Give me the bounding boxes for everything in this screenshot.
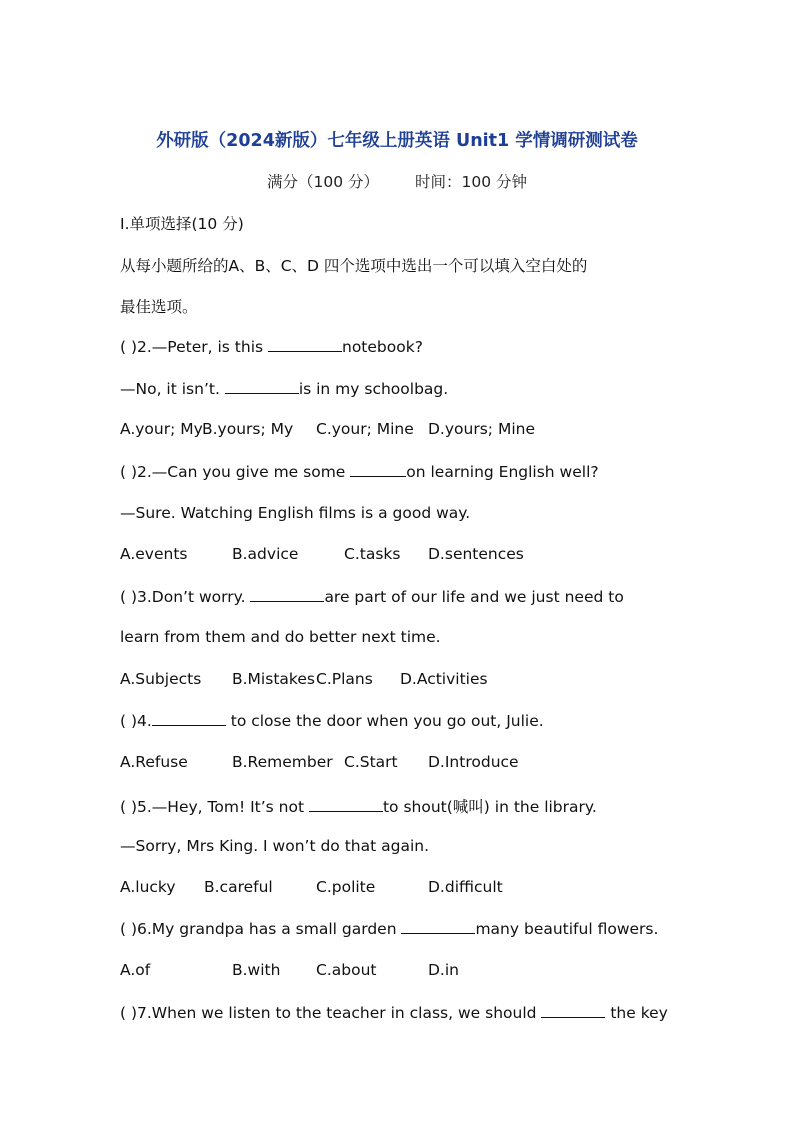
option-c: C.polite [316, 878, 376, 896]
answer-blank [401, 919, 475, 934]
answer-blank [309, 797, 383, 812]
question-reply: —Sorry, Mrs King. I won’t do that again. [120, 837, 430, 855]
question-stem: ( )4. to close the door when you go out, Julie. [120, 712, 544, 730]
question-stem: ( )6.My grandpa has a small garden many beautiful flowers. [120, 920, 659, 938]
question-stem: ( )2.—Peter, is this notebook? [120, 338, 423, 356]
question-reply: —No, it isn’t. is in my schoolbag. [120, 380, 449, 398]
exam-title: 外研版（2024新版）七年级上册英语 Unit1 学情调研测试卷 [156, 131, 638, 151]
answer-blank [268, 337, 342, 352]
option-b: B.Mistakes [232, 670, 315, 688]
question-stem: ( )7.When we listen to the teacher in class, we should the key [120, 1004, 668, 1022]
option-a: A.Subjects [120, 670, 202, 688]
option-a: A.events [120, 545, 188, 563]
full-score: 满分（100 分） [266, 173, 379, 191]
option-d: D.yours; Mine [428, 420, 535, 438]
question-stem: ( )3.Don’t worry. are part of our life and we just need to [120, 588, 624, 606]
answer-blank [250, 587, 324, 602]
option-c: C.your; Mine [316, 420, 414, 438]
answer-blank [152, 711, 226, 726]
option-a: A.Refuse [120, 753, 188, 771]
section-instruction: 从每小题所给的A、B、C、D 四个选项中选出一个可以填入空白处的 [120, 257, 588, 275]
option-d: D.Introduce [428, 753, 519, 771]
section-heading: Ⅰ.单项选择(10 分) [120, 215, 244, 233]
option-a: A.lucky [120, 878, 176, 896]
answer-blank [225, 379, 299, 394]
option-b: B.Remember [232, 753, 333, 771]
option-c: C.about [316, 961, 377, 979]
option-c: C.Start [344, 753, 398, 771]
option-a: A.of [120, 961, 151, 979]
option-b: B.advice [232, 545, 299, 563]
exam-subtitle [0, 170, 794, 192]
exam-time: 时间：100 分钟 [415, 173, 528, 191]
option-b: B.careful [204, 878, 273, 896]
question-stem: ( )2.—Can you give me some on learning English well? [120, 463, 599, 481]
answer-blank [541, 1003, 605, 1018]
option-c: C.tasks [344, 545, 401, 563]
option-b: B.with [232, 961, 281, 979]
option-a: A.your; My [120, 420, 203, 438]
option-d: D.sentences [428, 545, 524, 563]
question-reply: —Sure. Watching English films is a good way. [120, 504, 471, 522]
option-b: B.yours; My [202, 420, 294, 438]
section-instruction-cont: 最佳选项。 [120, 298, 198, 316]
option-c: C.Plans [316, 670, 373, 688]
question-stem-cont: learn from them and do better next time. [120, 628, 441, 646]
answer-blank [350, 462, 406, 477]
question-stem: ( )5.—Hey, Tom! It’s not to shout(喊叫) in the library. [120, 798, 597, 816]
option-d: D.in [428, 961, 459, 979]
option-d: D.Activities [400, 670, 488, 688]
option-d: D.difficult [428, 878, 503, 896]
